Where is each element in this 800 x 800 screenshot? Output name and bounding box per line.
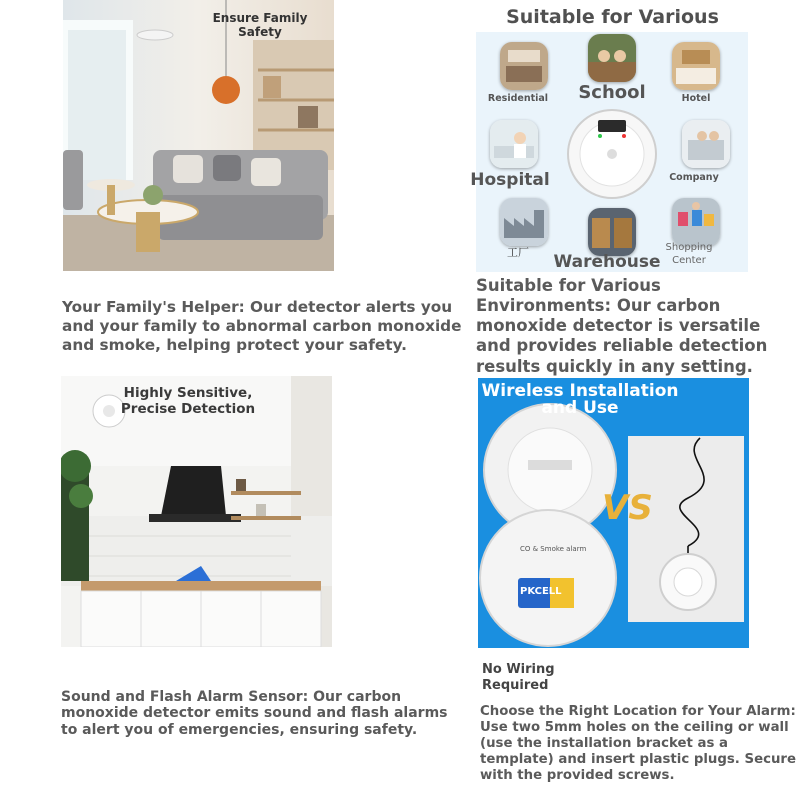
- residential-icon: [500, 42, 548, 90]
- factory-label: 工厂: [507, 246, 529, 259]
- factory-icon: [500, 198, 548, 246]
- hotel-icon: [672, 42, 720, 90]
- wireless-title: Wireless Installation and Use: [481, 381, 679, 418]
- living-room-photo: [63, 0, 334, 271]
- family-safety-title: Ensure Family Safety: [212, 11, 308, 40]
- company-icon: [682, 120, 730, 168]
- environments-caption: Suitable for Various Environments: Our carbon monoxide detector is versatile and provides reliable detection results quickly in any setting.: [476, 276, 768, 376]
- environments-title: Suitable for Various: [506, 6, 719, 28]
- warehouse-label: Warehouse: [553, 252, 661, 272]
- hospital-label: Hospital: [470, 170, 550, 190]
- company-label: Company: [669, 172, 719, 183]
- battery-brand: PKCELL: [520, 586, 562, 597]
- shopping-center-label: Shopping Center: [665, 242, 713, 266]
- living-room-illustration: [63, 0, 334, 271]
- family-helper-caption: Your Family's Helper: Our detector alerts you and your family to abnormal carbon monoxide and smoke, helping protect your safety.: [62, 298, 462, 355]
- installation-caption: Choose the Right Location for Your Alarm: Use two 5mm holes on the ceiling or wall (use the installation bracket as a template) and insert plastic plugs. Secure with the provided screws.: [480, 704, 797, 783]
- shopping-center-icon: [672, 198, 720, 246]
- hospital-icon: [490, 120, 538, 168]
- no-wiring-note: No Wiring Required: [482, 662, 555, 693]
- sound-flash-caption: Sound and Flash Alarm Sensor: Our carbon monoxide detector emits sound and flash alarms to alert you of emergencies, ensuring safety.: [61, 689, 448, 738]
- detector-device: [566, 108, 658, 200]
- school-label: School: [578, 82, 646, 103]
- vs-badge: VS: [602, 488, 653, 528]
- residential-label: Residential: [487, 93, 549, 104]
- hotel-label: Hotel: [681, 93, 711, 104]
- school-icon: [588, 34, 636, 82]
- sensitive-detection-title: Highly Sensitive, Precise Detection: [120, 385, 256, 418]
- warehouse-icon: [588, 208, 636, 256]
- label-box-text: CO & Smoke alarm: [520, 545, 587, 553]
